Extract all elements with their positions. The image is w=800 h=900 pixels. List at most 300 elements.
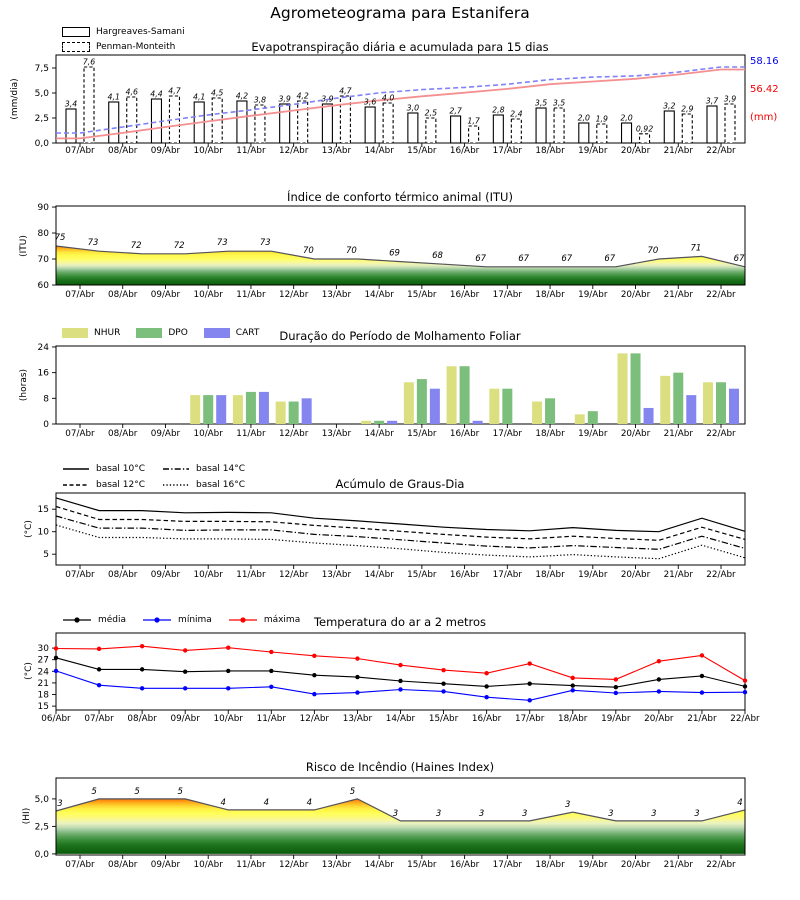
bar-nhur bbox=[532, 402, 542, 424]
x-tick-label: 11/Abr bbox=[236, 429, 266, 439]
x-tick-label: 07/Abr bbox=[65, 146, 95, 156]
marker-maxima bbox=[527, 661, 531, 665]
marker-maxima bbox=[226, 646, 230, 650]
y-tick-label: 5,0 bbox=[34, 89, 49, 99]
marker-media bbox=[614, 685, 618, 689]
bar-dpo bbox=[417, 379, 427, 424]
x-tick-label: 21/Abr bbox=[663, 290, 693, 300]
y-tick-label: 15 bbox=[37, 505, 49, 516]
itu-point-label: 67 bbox=[518, 253, 530, 264]
bar-hargreaves bbox=[322, 104, 332, 143]
marker-media bbox=[183, 669, 187, 673]
x-tick-label: 18/Abr bbox=[535, 146, 565, 156]
bar-label-hargreaves: 3,0 bbox=[406, 103, 420, 113]
haines-point-label: 5 bbox=[177, 786, 183, 797]
x-tick-label: 11/Abr bbox=[236, 860, 266, 870]
x-tick-label: 11/Abr bbox=[256, 714, 287, 724]
ylabel-haines: (HI) bbox=[22, 807, 32, 825]
chart-title-haines: Risco de Incêndio (Haines Index) bbox=[305, 760, 495, 774]
x-tick-label: 19/Abr bbox=[578, 860, 608, 870]
itu-point-label: 75 bbox=[54, 233, 66, 244]
chart-title-itu: Índice de conforto térmico animal (ITU) bbox=[287, 190, 513, 204]
x-tick-label: 08/Abr bbox=[108, 570, 138, 580]
x-tick-label: 10/Abr bbox=[193, 146, 223, 156]
x-tick-label: 19/Abr bbox=[578, 290, 608, 300]
bar-label-hargreaves: 4,2 bbox=[235, 91, 249, 101]
marker-minima bbox=[700, 690, 704, 694]
marker-minima bbox=[269, 685, 273, 689]
bar-hargreaves bbox=[707, 106, 717, 143]
itu-point-label: 67 bbox=[604, 253, 616, 264]
x-tick-label: 17/Abr bbox=[492, 860, 523, 870]
marker-media bbox=[355, 675, 359, 679]
bar-label-hargreaves: 4,1 bbox=[107, 92, 120, 102]
bar-label-hargreaves: 2,7 bbox=[449, 106, 462, 116]
x-tick-label: 15/Abr bbox=[407, 146, 437, 156]
y-tick-label: 15 bbox=[37, 702, 49, 713]
haines-point-label: 3 bbox=[565, 800, 571, 811]
x-tick-label: 12/Abr bbox=[278, 429, 309, 439]
bar-hargreaves bbox=[237, 101, 247, 143]
haines-point-label: 4 bbox=[306, 797, 313, 808]
x-tick-label: 14/Abr bbox=[364, 860, 394, 870]
legend-label-hargreaves: Hargreaves-Samani bbox=[96, 27, 185, 37]
marker-media bbox=[700, 674, 704, 678]
bar-cart bbox=[387, 421, 397, 424]
marker-minima bbox=[97, 683, 101, 687]
line-dashdot bbox=[56, 516, 745, 549]
bar-penman bbox=[298, 101, 308, 143]
x-tick-label: 18/Abr bbox=[535, 570, 565, 580]
bar-label-penman: 4,6 bbox=[125, 87, 138, 97]
x-tick-label: 21/Abr bbox=[687, 714, 717, 724]
bar-label-hargreaves: 2,0 bbox=[620, 113, 633, 123]
x-tick-label: 15/Abr bbox=[407, 429, 437, 439]
x-tick-label: 13/Abr bbox=[321, 429, 352, 439]
bar-label-penman: 3,9 bbox=[723, 94, 737, 104]
bar-penman bbox=[127, 97, 137, 143]
bar-label-penman: 4,2 bbox=[296, 91, 309, 101]
ylabel-itu: (ITU) bbox=[19, 235, 29, 257]
x-tick-label: 17/Abr bbox=[514, 714, 545, 724]
bar-label-hargreaves: 2,8 bbox=[492, 105, 505, 115]
plot-frame bbox=[56, 633, 745, 710]
marker-maxima bbox=[484, 671, 488, 675]
marker-minima bbox=[527, 698, 531, 702]
cum-hargreaves-total: 56.42 bbox=[750, 84, 779, 95]
ylabel-evapo: (mm/dia) bbox=[10, 78, 20, 120]
bar-nhur bbox=[575, 414, 585, 424]
x-tick-label: 12/Abr bbox=[278, 290, 309, 300]
haines-point-label: 5 bbox=[134, 786, 140, 797]
page-title: Agrometeograma para Estanifera bbox=[270, 4, 530, 22]
ylabel-molhamento: (horas) bbox=[19, 368, 29, 402]
x-tick-label: 22/Abr bbox=[706, 146, 736, 156]
marker-media bbox=[140, 667, 144, 671]
x-tick-label: 09/Abr bbox=[150, 146, 181, 156]
x-tick-label: 10/Abr bbox=[193, 429, 223, 439]
y-tick-label: 27 bbox=[37, 655, 49, 666]
x-tick-label: 16/Abr bbox=[471, 714, 502, 724]
itu-point-label: 73 bbox=[216, 238, 228, 249]
legend-label-basal12: basal 12°C bbox=[96, 480, 146, 490]
x-tick-label: 20/Abr bbox=[644, 714, 674, 724]
x-tick-label: 19/Abr bbox=[578, 429, 608, 439]
legend-label-maxima: máxima bbox=[263, 615, 301, 625]
haines-area bbox=[56, 799, 745, 854]
y-tick-label: 2,5 bbox=[34, 822, 49, 833]
x-tick-label: 17/Abr bbox=[492, 429, 523, 439]
bar-label-penman: 4,7 bbox=[339, 86, 352, 96]
marker-media bbox=[571, 683, 575, 687]
bar-label-hargreaves: 4,4 bbox=[150, 89, 163, 99]
x-tick-label: 22/Abr bbox=[706, 290, 736, 300]
x-tick-label: 16/Abr bbox=[449, 429, 480, 439]
legend-label-cart: CART bbox=[235, 328, 260, 338]
bar-label-penman: 3,5 bbox=[552, 98, 566, 108]
legend-label-nhur: NHUR bbox=[94, 328, 121, 338]
marker-media bbox=[657, 677, 661, 681]
marker-maxima bbox=[657, 659, 661, 663]
x-tick-label: 15/Abr bbox=[407, 290, 437, 300]
marker-minima bbox=[183, 686, 187, 690]
x-tick-label: 06/Abr bbox=[41, 714, 71, 724]
chart-title-graus-dia: Acúmulo de Graus-Dia bbox=[335, 477, 465, 491]
itu-point-label: 68 bbox=[432, 251, 443, 262]
bar-cart bbox=[216, 395, 226, 424]
y-tick-label: 18 bbox=[37, 690, 49, 701]
x-tick-label: 16/Abr bbox=[449, 290, 480, 300]
x-tick-label: 17/Abr bbox=[492, 290, 523, 300]
bar-label-hargreaves: 3,9 bbox=[321, 94, 334, 104]
bar-penman bbox=[640, 134, 650, 143]
x-tick-label: 12/Abr bbox=[299, 714, 330, 724]
marker-maxima bbox=[312, 654, 316, 658]
itu-point-label: 70 bbox=[302, 246, 314, 257]
haines-point-label: 3 bbox=[608, 808, 614, 819]
x-tick-label: 19/Abr bbox=[578, 570, 608, 580]
marker-media bbox=[312, 673, 316, 677]
bar-label-penman: 2,5 bbox=[424, 108, 438, 118]
itu-point-label: 70 bbox=[647, 246, 659, 257]
bar-label-hargreaves: 2,0 bbox=[577, 113, 591, 123]
x-tick-label: 16/Abr bbox=[449, 146, 480, 156]
y-tick-label: 90 bbox=[37, 203, 49, 214]
haines-point-label: 4 bbox=[737, 797, 743, 808]
itu-point-label: 72 bbox=[173, 240, 185, 251]
bar-penman bbox=[682, 114, 692, 143]
x-tick-label: 10/Abr bbox=[193, 290, 223, 300]
bar-nhur bbox=[489, 389, 499, 424]
marker-maxima bbox=[743, 678, 747, 682]
x-tick-label: 08/Abr bbox=[108, 860, 138, 870]
x-tick-label: 14/Abr bbox=[364, 570, 394, 580]
bar-hargreaves bbox=[579, 123, 589, 143]
y-tick-label: 60 bbox=[37, 281, 49, 291]
marker-media bbox=[441, 681, 445, 685]
marker-maxima bbox=[54, 646, 58, 650]
bar-hargreaves bbox=[109, 102, 119, 143]
marker-minima bbox=[226, 686, 230, 690]
haines-point-label: 3 bbox=[435, 808, 442, 819]
bar-dpo bbox=[631, 353, 641, 424]
x-tick-label: 21/Abr bbox=[663, 429, 693, 439]
x-tick-label: 20/Abr bbox=[620, 429, 651, 439]
plot-frame bbox=[56, 346, 745, 424]
x-tick-label: 09/Abr bbox=[170, 714, 200, 724]
marker-maxima bbox=[398, 663, 402, 667]
bar-dpo bbox=[588, 411, 598, 424]
y-tick-label: 24 bbox=[37, 342, 49, 353]
x-tick-label: 18/Abr bbox=[535, 290, 565, 300]
legend-label-basal14: basal 14°C bbox=[196, 464, 246, 474]
bar-nhur bbox=[361, 421, 371, 424]
x-tick-label: 09/Abr bbox=[150, 429, 181, 439]
bar-label-penman: 3,8 bbox=[253, 95, 267, 105]
y-tick-label: 0,0 bbox=[34, 849, 49, 860]
itu-point-label: 70 bbox=[346, 246, 357, 257]
legend-label-minima: mínima bbox=[178, 615, 212, 625]
x-tick-label: 15/Abr bbox=[428, 714, 459, 724]
x-tick-label: 10/Abr bbox=[213, 714, 243, 724]
x-tick-label: 16/Abr bbox=[449, 570, 480, 580]
itu-point-label: 73 bbox=[259, 238, 271, 249]
haines-point-label: 5 bbox=[91, 786, 97, 797]
y-tick-label: 16 bbox=[37, 368, 49, 379]
marker-maxima bbox=[614, 677, 618, 681]
chart-title-evapotranspiracao: Evapotranspiração diária e acumulada para 15 dias bbox=[251, 40, 549, 54]
legend-label-basal10: basal 10°C bbox=[96, 464, 146, 474]
marker-minima bbox=[484, 695, 488, 699]
marker-minima bbox=[657, 689, 661, 693]
legend-label-media: média bbox=[98, 615, 127, 625]
itu-point-label: 71 bbox=[690, 243, 702, 254]
bar-label-penman: 4,7 bbox=[168, 86, 181, 96]
bar-cart bbox=[430, 389, 440, 424]
x-tick-label: 07/Abr bbox=[65, 290, 95, 300]
haines-point-label: 3 bbox=[57, 799, 63, 809]
marker-media bbox=[54, 656, 58, 660]
itu-point-label: 67 bbox=[733, 253, 745, 264]
line-solid bbox=[56, 498, 745, 532]
marker-maxima bbox=[355, 656, 359, 660]
marker-maxima bbox=[269, 650, 273, 654]
bar-cart bbox=[644, 408, 654, 424]
x-tick-label: 09/Abr bbox=[150, 290, 181, 300]
x-tick-label: 11/Abr bbox=[236, 570, 266, 580]
x-tick-label: 08/Abr bbox=[108, 146, 138, 156]
x-tick-label: 21/Abr bbox=[663, 146, 693, 156]
x-tick-label: 22/Abr bbox=[730, 714, 760, 724]
bar-nhur bbox=[276, 402, 286, 424]
marker-minima bbox=[54, 669, 58, 673]
marker-maxima bbox=[97, 647, 101, 651]
marker-media bbox=[484, 684, 488, 688]
x-tick-label: 09/Abr bbox=[150, 860, 181, 870]
bar-cart bbox=[473, 421, 483, 424]
ylabel-temperatura: (°C) bbox=[24, 662, 34, 680]
x-tick-label: 07/Abr bbox=[65, 429, 95, 439]
x-tick-label: 07/Abr bbox=[65, 860, 95, 870]
bar-label-hargreaves: 3,6 bbox=[363, 97, 377, 107]
bar-penman bbox=[469, 126, 479, 143]
itu-point-label: 69 bbox=[389, 248, 400, 259]
x-tick-label: 08/Abr bbox=[108, 290, 138, 300]
plot-frame bbox=[56, 493, 745, 565]
bar-hargreaves bbox=[536, 108, 546, 143]
line-dotted bbox=[56, 525, 745, 559]
x-tick-label: 14/Abr bbox=[385, 714, 416, 724]
marker-minima bbox=[312, 692, 316, 696]
cum-penman-total: 58.16 bbox=[750, 56, 779, 67]
x-tick-label: 22/Abr bbox=[706, 429, 736, 439]
bar-penman bbox=[426, 118, 436, 143]
x-tick-label: 19/Abr bbox=[578, 146, 608, 156]
bar-dpo bbox=[673, 373, 683, 424]
bar-hargreaves bbox=[408, 113, 418, 143]
x-tick-label: 20/Abr bbox=[620, 146, 651, 156]
x-tick-label: 11/Abr bbox=[236, 146, 266, 156]
bar-label-penman: 2,4 bbox=[510, 109, 523, 119]
x-tick-label: 13/Abr bbox=[342, 714, 373, 724]
bar-label-penman: 7,6 bbox=[82, 57, 96, 67]
x-tick-label: 13/Abr bbox=[321, 146, 352, 156]
bar-label-penman: 1,9 bbox=[595, 114, 609, 124]
x-tick-label: 12/Abr bbox=[278, 860, 309, 870]
y-tick-label: 8 bbox=[43, 394, 49, 405]
legend-label-dpo: DPO bbox=[168, 328, 188, 338]
y-tick-label: 0 bbox=[43, 420, 49, 430]
marker-minima bbox=[571, 688, 575, 692]
marker-minima bbox=[355, 690, 359, 694]
marker-minima bbox=[441, 689, 445, 693]
x-tick-label: 22/Abr bbox=[706, 570, 736, 580]
bar-nhur bbox=[618, 353, 628, 424]
itu-area bbox=[56, 246, 745, 285]
y-tick-label: 5 bbox=[43, 550, 49, 561]
bar-label-penman: 4,0 bbox=[381, 93, 395, 103]
bar-nhur bbox=[703, 382, 713, 424]
marker-maxima bbox=[140, 644, 144, 648]
x-tick-label: 13/Abr bbox=[321, 860, 352, 870]
marker-maxima bbox=[183, 648, 187, 652]
bar-penman bbox=[554, 108, 564, 143]
marker-minima bbox=[398, 687, 402, 691]
marker-minima bbox=[743, 690, 747, 694]
marker-maxima bbox=[700, 653, 704, 657]
x-tick-label: 10/Abr bbox=[193, 860, 223, 870]
legend-label-penman: Penman-Monteith bbox=[96, 42, 176, 52]
haines-point-label: 4 bbox=[263, 797, 270, 808]
bar-label-hargreaves: 3,2 bbox=[663, 101, 676, 111]
haines-point-label: 3 bbox=[521, 808, 528, 819]
marker-maxima bbox=[441, 668, 445, 672]
y-tick-label: 0,0 bbox=[34, 139, 49, 149]
chart-title-temperatura: Temperatura do ar a 2 metros bbox=[313, 615, 487, 629]
x-tick-label: 17/Abr bbox=[492, 146, 523, 156]
bar-nhur bbox=[190, 395, 200, 424]
haines-point-label: 4 bbox=[220, 797, 226, 808]
bar-penman bbox=[597, 124, 607, 143]
bar-label-penman: 4,5 bbox=[210, 88, 224, 98]
line-minima bbox=[56, 671, 745, 700]
y-tick-label: 5,0 bbox=[34, 794, 49, 805]
bar-penman bbox=[511, 119, 521, 143]
legend-label-basal16: basal 16°C bbox=[196, 480, 246, 490]
bar-label-hargreaves: 3,5 bbox=[534, 98, 548, 108]
y-tick-label: 7,5 bbox=[34, 64, 49, 74]
x-tick-label: 17/Abr bbox=[492, 570, 523, 580]
bar-label-hargreaves: 3,9 bbox=[278, 94, 291, 104]
bar-nhur bbox=[233, 395, 243, 424]
x-tick-label: 13/Abr bbox=[321, 290, 352, 300]
marker-minima bbox=[614, 691, 618, 695]
x-tick-label: 13/Abr bbox=[321, 570, 352, 580]
haines-point-label: 3 bbox=[478, 808, 485, 819]
y-tick-label: 30 bbox=[37, 644, 49, 655]
haines-point-label: 3 bbox=[392, 808, 399, 819]
marker-media bbox=[398, 679, 402, 683]
bar-penman bbox=[383, 103, 393, 143]
itu-point-label: 73 bbox=[87, 238, 99, 249]
bar-cart bbox=[259, 392, 269, 424]
bar-dpo bbox=[289, 402, 299, 424]
marker-media bbox=[527, 681, 531, 685]
bar-dpo bbox=[246, 392, 256, 424]
bar-cart bbox=[302, 398, 312, 424]
marker-media bbox=[269, 669, 273, 673]
marker-minima bbox=[140, 686, 144, 690]
x-tick-label: 18/Abr bbox=[535, 860, 565, 870]
y-tick-label: 2,5 bbox=[34, 114, 49, 124]
x-tick-label: 19/Abr bbox=[601, 714, 631, 724]
chart-title-molhamento: Duração do Período de Molhamento Foliar bbox=[279, 329, 521, 343]
y-tick-label: 10 bbox=[37, 527, 49, 538]
bar-hargreaves bbox=[365, 107, 375, 143]
bar-label-penman: 1,7 bbox=[467, 116, 480, 126]
bar-dpo bbox=[374, 421, 384, 424]
marker-media bbox=[743, 684, 747, 688]
bar-cart bbox=[729, 389, 739, 424]
bar-dpo bbox=[460, 366, 470, 424]
bar-hargreaves bbox=[493, 115, 503, 143]
bar-penman bbox=[255, 105, 265, 143]
x-tick-label: 11/Abr bbox=[236, 290, 266, 300]
marker-maxima bbox=[571, 676, 575, 680]
bar-hargreaves bbox=[451, 116, 461, 143]
x-tick-label: 15/Abr bbox=[407, 570, 437, 580]
y-tick-label: 21 bbox=[37, 678, 49, 689]
x-tick-label: 18/Abr bbox=[558, 714, 588, 724]
bar-nhur bbox=[660, 376, 670, 424]
y-tick-label: 70 bbox=[37, 255, 49, 266]
x-tick-label: 20/Abr bbox=[620, 860, 651, 870]
x-tick-label: 14/Abr bbox=[364, 290, 394, 300]
bar-dpo bbox=[545, 398, 555, 424]
x-tick-label: 10/Abr bbox=[193, 570, 223, 580]
y-tick-label: 80 bbox=[37, 229, 49, 240]
x-tick-label: 20/Abr bbox=[620, 570, 651, 580]
x-tick-label: 07/Abr bbox=[65, 570, 95, 580]
bar-hargreaves bbox=[664, 111, 674, 143]
marker-media bbox=[226, 669, 230, 673]
bar-nhur bbox=[447, 366, 457, 424]
x-tick-label: 18/Abr bbox=[535, 429, 565, 439]
x-tick-label: 12/Abr bbox=[278, 146, 309, 156]
x-tick-label: 15/Abr bbox=[407, 860, 437, 870]
itu-point-label: 67 bbox=[561, 253, 573, 264]
haines-point-label: 3 bbox=[651, 808, 657, 819]
